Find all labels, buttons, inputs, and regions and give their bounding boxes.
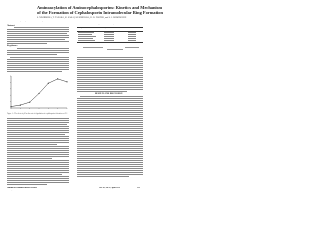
table-col-k: k, hr⁻¹ <box>104 28 109 29</box>
figure-series <box>10 78 67 107</box>
author-list: S. NISHIMURA, T. TANAKA, K. SAKAI, M. KIRIHARA, D. D. FOSTER, and L. J. DOMINGUEZ <box>37 17 127 19</box>
data-point <box>57 78 58 79</box>
data-point <box>10 106 11 107</box>
figure-1-plot <box>7 74 69 112</box>
figure-axes <box>10 76 67 109</box>
figure-caption: Figure 1—The effect of pH on the rate of degradation of cephalosporin derivatives at 35°. <box>7 113 68 115</box>
footer-copyright: © 1976, American Pharmaceutical Association <box>7 190 37 191</box>
data-point <box>20 104 21 105</box>
table-caption: Table I—Rate Constants for Degradation of Aminoacyl Derivatives <box>77 24 123 25</box>
data-point <box>66 81 67 82</box>
data-point <box>29 102 30 103</box>
abstract-heading: Abstract <box>7 24 15 27</box>
table-bottom-rule <box>77 42 143 43</box>
results-heading: RESULTS AND DISCUSSION <box>95 93 123 95</box>
paper-title-line-2: of the Formation of Cephalosporin Intramolecular Ring Formation <box>37 10 163 15</box>
table-col-t: t½ <box>128 28 130 29</box>
table-top-rule <box>77 27 143 28</box>
footer-issue: Vol. 65, No. 4, April 1976 <box>99 187 121 189</box>
series-line-0 <box>11 79 67 107</box>
footer-page-number: 551 <box>137 187 140 189</box>
table-header-rule <box>77 31 143 32</box>
table-col-compound: Compound <box>78 28 86 29</box>
footer-journal: Journal of Pharmaceutical Sciences <box>7 187 38 189</box>
paper-title-line-1: Aminoacylation of Aminocephalosporins: Kinetics and Mechanism <box>37 5 163 10</box>
chemical-structure-scheme <box>77 45 143 55</box>
received-note: Received June 26, 1975, from the Research Department of ... <box>7 21 54 22</box>
keyphrases-heading: Keyphrases <box>7 45 18 47</box>
data-point <box>38 93 39 94</box>
data-point <box>48 83 49 84</box>
